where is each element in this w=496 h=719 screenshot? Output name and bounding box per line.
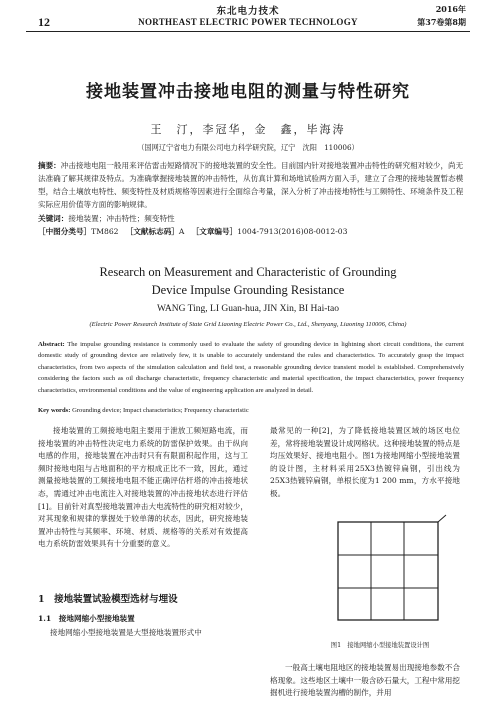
article-id-label: ［文章编号］ bbox=[191, 227, 238, 236]
body-paragraph-left-2: 接地网缩小型接地装置是大型接地装置形式中 bbox=[50, 628, 202, 637]
body-paragraph-right: 最常见的一种[2]，为了降低接地装置区域的场区电位差，常将接地装置设计成网格状。这种接地装置的特点是均压效果好、接地电阻小。图1为接地网缩小型接地装置的设计图，主材料采用25X3热镀锌扁钢，引出线为25X3热镀锌扁钢，单根长度为1 200 mm，方水平接地极。 bbox=[270, 426, 460, 498]
subsection-heading-1-1: 1.1 接地网缩小型接地装置 bbox=[38, 614, 135, 623]
abstract-cn-label: 摘要： bbox=[38, 161, 61, 170]
abstract-cn bbox=[38, 159, 464, 211]
clc-value: TM862 bbox=[91, 227, 119, 236]
body-paragraph-right-2: 一般高土壤电阻地区的接地装置易出现接地参数不合格现象。这些地区土壤中一般含砂石量大，工程中常用挖掘机进行接地装置沟槽的制作，并用 bbox=[270, 663, 460, 698]
keywords-cn-text: 接地装置；冲击特性；频变特性 bbox=[68, 214, 175, 223]
classification-cn bbox=[38, 226, 464, 237]
figure-1-grounding-grid bbox=[328, 512, 448, 630]
page-number: 12 bbox=[38, 15, 50, 29]
keywords-en-label: Key words: bbox=[38, 407, 71, 414]
grounding-grid-diagram bbox=[328, 512, 448, 630]
keywords-cn bbox=[38, 213, 464, 224]
doc-value: A bbox=[178, 227, 185, 236]
abstract-en bbox=[38, 339, 464, 396]
paper-title-en bbox=[0, 263, 496, 299]
body-paragraph-left: 接地装置的工频接地电阻主要用于泄放工频短路电流，而接地装置的冲击特性决定电力系统的防雷保护效果。由于纵向电感的作用，接地装置在冲击时只有有限面积起作用，这与工频时接地电阻与占地面积的平方根成正比不一致，因此，通过测量接地装置的工频接地电阻不能正确评估杆塔的冲击接地状态，需通过冲击电流注入对接地装置的冲击接地状态进行评估[1]。目前针对真型接地装置冲击大电流特性的研究相对较少，对其现象和规律的掌握处于较单薄的状态，因此，研究接地装置冲击特性与其频率、环境、材质、规格等的关系对有效提高电力系统防雷效果具有十分重要的意义。 bbox=[38, 426, 248, 549]
journal-name-cn: 东北电力技术 bbox=[216, 6, 280, 17]
header-year: 2016年 bbox=[435, 4, 466, 14]
abstract-en-label: Abstract: bbox=[38, 341, 65, 348]
clc-label: ［中图分类号］ bbox=[38, 227, 92, 236]
paper-title-en-line2: Device Impulse Grounding Resistance bbox=[151, 283, 345, 297]
keywords-cn-label: 关键词： bbox=[38, 214, 69, 223]
paper-title-cn: 接地装置冲击接地电阻的测量与特性研究 bbox=[86, 82, 410, 102]
article-id-value: 1004-7913(2016)08-0012-03 bbox=[237, 227, 348, 236]
abstract-cn-text: 冲击接地电阻一般用来评估雷击短路情况下的接地装置的安全性。目前国内针对接地装置冲击特性的研究相对较少，尚无法准确了解其规律及特点。为准确掌握接地装置的冲击特性，从仿真计算和场地试验两方面入手，建立了合理的接地装置暂态模型，结合土壤放电特性、频变特性及材质规格等因素进行全面综合考量，深入分析了冲击接地特性与工频特性、环境条件及工程实际应用价值等方面的影响规律。 bbox=[38, 161, 464, 209]
journal-name-en: NORTHEAST ELECTRIC POWER TECHNOLOGY bbox=[138, 17, 358, 27]
keywords-en-text: Grounding device; Impact characteristics; Frequency characteristic bbox=[72, 407, 249, 414]
authors-cn: 王 汀，李冠华，金 鑫，毕海涛 bbox=[150, 123, 346, 136]
header-volume: 第37卷第8期 bbox=[417, 17, 466, 27]
affiliation-cn: （国网辽宁省电力有限公司电力科学研究院，辽宁 沈阳 110006） bbox=[137, 143, 359, 152]
authors-en: WANG Ting, LI Guan-hua, JIN Xin, BI Hai-tao bbox=[156, 304, 340, 314]
figure-1-caption: 图1 接地网缩小型接地装置设计图 bbox=[330, 642, 430, 649]
section-heading-1: 1 接地装置试验模型选材与埋设 bbox=[38, 594, 178, 605]
doc-label: ［文献标志码］ bbox=[125, 227, 179, 236]
paper-title-en-line1: Research on Measurement and Characteristic of Grounding bbox=[99, 265, 397, 279]
abstract-en-text: The impulse grounding resistance is commonly used to evaluate the safety of grounding device in lightning short circuit conditions, the current domestic study of grounding device are relatively few, it is unable to accurately understand the rules and characteristics. To accurately grasp the impact characteristics, from two aspects of the simulation calculation and field test, a reasonable grounding device transient model is established. Comprehensively considering the factors such as oil discharge characteristic, frequency characteristic and material specification, the impact characteristics, power frequency characteristics, environmental conditions and the value of engineering application are analyzed in detail. bbox=[38, 341, 464, 394]
keywords-en bbox=[38, 407, 464, 414]
header-rule bbox=[26, 31, 470, 32]
affiliation-en: (Electric Power Research Institute of State Grid Liaoning Electric Power Co., Ltd., Shenyang, Liaoning 110006, China) bbox=[89, 321, 407, 328]
